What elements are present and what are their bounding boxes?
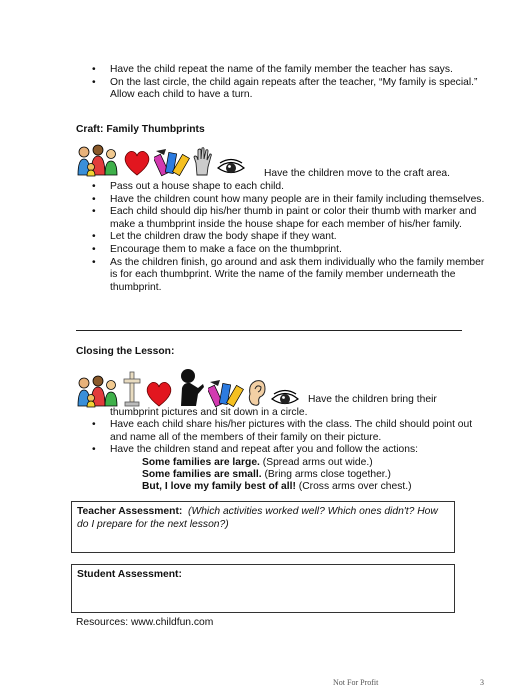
student-assessment-text	[77, 569, 449, 582]
ear-icon	[246, 378, 268, 408]
craft-heading: Craft: Family Thumbprints	[76, 124, 205, 135]
hand-icon	[192, 147, 214, 177]
list-item: • Pass out a house shape to each child.	[92, 181, 492, 194]
craft-icon-row	[76, 143, 246, 177]
closing-icon-row	[76, 368, 300, 408]
closing-icon-line-continued: thumbprint pictures and sit down in a circle.	[110, 407, 308, 418]
teacher-assessment-prompt: (Which activities worked well? Which ones didn't? How do I prepare for the next lesson?)	[77, 506, 438, 530]
list-item: • Have the children stand and repeat after you and follow the actions:	[92, 444, 492, 457]
eye-icon	[216, 157, 246, 177]
list-item: • Encourage them to make a face on the thumbprint.	[92, 244, 492, 257]
crayons-icon	[208, 378, 244, 408]
resources-line: Resources: www.childfun.com	[76, 617, 214, 628]
closing-bullet-list	[92, 419, 492, 457]
closing-icon-line: Have the children bring their	[308, 394, 437, 405]
closing-heading: Closing the Lesson:	[76, 346, 175, 357]
action-line	[142, 469, 391, 482]
list-item: • Have the child repeat the name of the family member the teacher has says.	[92, 64, 492, 77]
people-icon	[76, 143, 120, 177]
cross-icon	[122, 370, 142, 408]
craft-bullet-list	[92, 181, 492, 294]
student-assessment-box	[71, 564, 455, 613]
list-item: • As the children finish, go around and ask them individually who the family member is for each thumbprint. Write the name of the family member underneath the thumbprint.	[92, 257, 492, 295]
student-assessment-label: Student Assessment:	[77, 569, 182, 580]
footer-text: Not For Profit	[333, 678, 379, 687]
intro-bullet-list	[92, 64, 492, 102]
eye-icon	[270, 388, 300, 408]
teacher-assessment-label: Teacher Assessment:	[77, 506, 183, 517]
crayons-icon	[154, 147, 190, 177]
action-instruction: (Spread arms out wide.)	[259, 457, 373, 468]
praying-child-icon	[176, 368, 206, 408]
list-item: • Let the children draw the body shape if they want.	[92, 231, 492, 244]
section-divider	[76, 330, 462, 331]
heart-icon	[122, 149, 152, 177]
teacher-assessment-box	[71, 501, 455, 553]
action-phrase: But, I love my family best of all!	[142, 481, 296, 492]
action-phrase: Some families are small.	[142, 469, 262, 480]
list-item: • Have the children count how many people are in their family including themselves.	[92, 194, 492, 207]
craft-icon-line: Have the children move to the craft area.	[264, 168, 451, 179]
list-item: • Have each child share his/her pictures with the class. The child should point out and name all of the members of their family on their picture.	[92, 419, 492, 444]
action-instruction: (Bring arms close together.)	[261, 469, 391, 480]
people-icon	[76, 374, 120, 408]
action-line	[142, 481, 412, 494]
action-phrase: Some families are large.	[142, 457, 260, 468]
page-number: 3	[480, 678, 484, 687]
action-line	[142, 457, 373, 470]
list-item: • On the last circle, the child again repeats after the teacher, “My family is special.” Allow each child to have a turn.	[92, 77, 492, 102]
heart-icon	[144, 380, 174, 408]
list-item: • Each child should dip his/her thumb in paint or color their thumb with marker and make a thumbprint inside the house shape for each member of his/her family.	[92, 206, 492, 231]
teacher-assessment-text	[77, 506, 449, 531]
action-instruction: (Cross arms over chest.)	[295, 481, 412, 492]
